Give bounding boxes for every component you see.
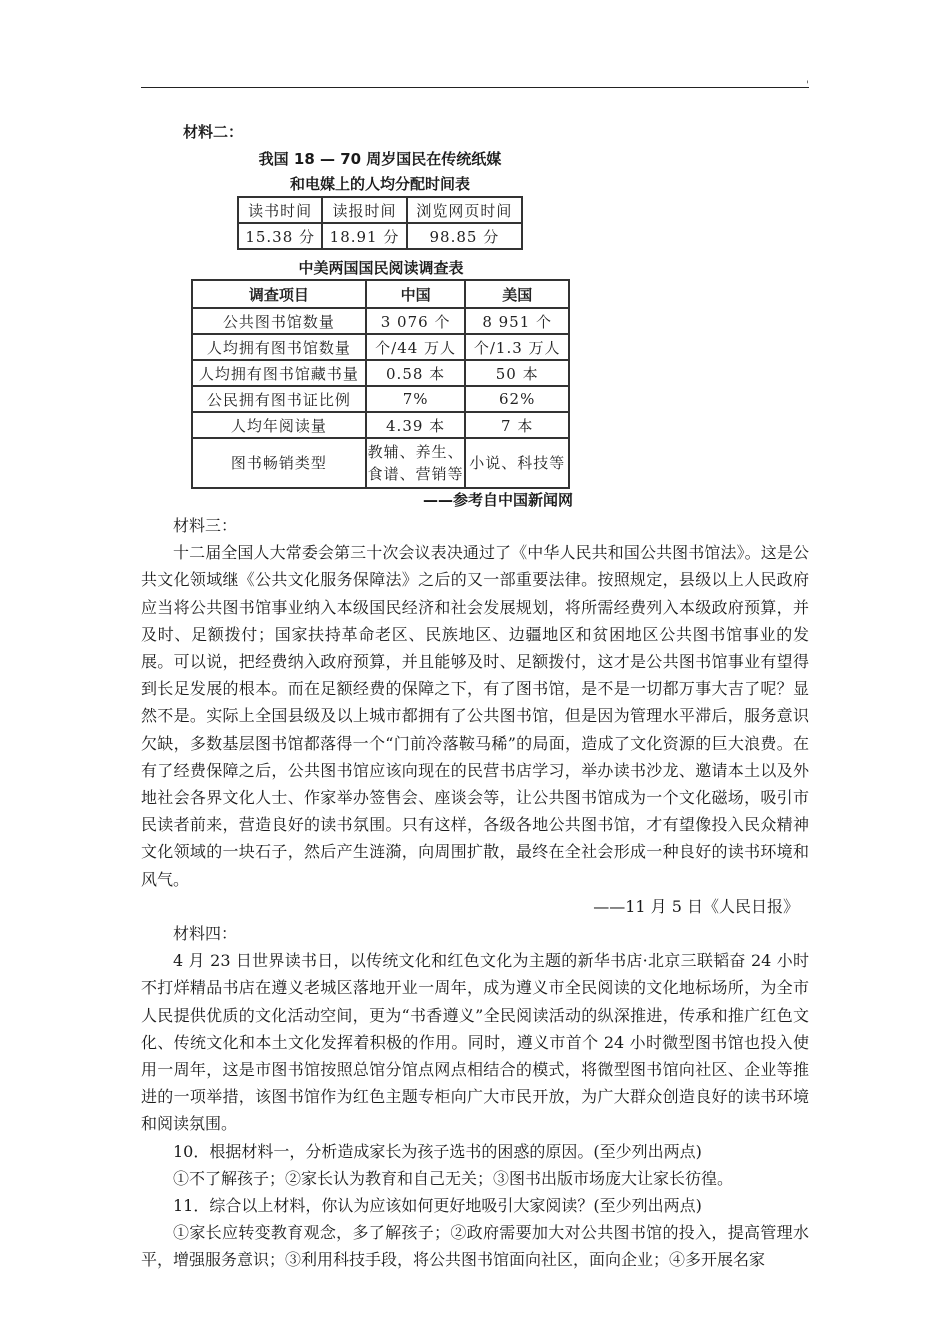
- table-cell: 个/44 万人: [366, 334, 466, 360]
- header-mark: ': [806, 80, 809, 91]
- table-header-cell: 调查项目: [192, 280, 366, 308]
- material3-source: ——11 月 5 日《人民日报》: [593, 896, 799, 916]
- table-cell: 7%: [366, 386, 466, 412]
- table-header-cell: 美国: [465, 280, 569, 308]
- table-cell: 98.85 分: [407, 223, 522, 249]
- table-cell: 人均拥有图书馆数量: [192, 334, 366, 360]
- table-cell: 公共图书馆数量: [192, 308, 366, 334]
- table1-title-line1: 我国 18 — 70 周岁国民在传统纸媒: [258, 150, 502, 168]
- answer-11: ①家长应转变教育观念，多了解孩子；②政府需要加大对公共图书馆的投入，提高管理水平，增强服务意识；③利用科技手段，将公共图书馆面向社区，面向企业；④多开展名家: [141, 1223, 809, 1270]
- material3-section: [141, 512, 809, 1274]
- material2-source: ——参考自中国新闻网: [422, 491, 573, 509]
- material3-label: 材料三：: [173, 516, 238, 535]
- table-cell: 50 本: [465, 360, 569, 386]
- answer-10: ①不了解孩子；②家长认为教育和自己无关；③图书出版市场庞大让家长彷徨。: [173, 1168, 734, 1188]
- reading-survey-table: [191, 279, 570, 489]
- time-allocation-table: [237, 196, 523, 250]
- table-cell: 18.91 分: [322, 223, 406, 249]
- table-row: [192, 412, 569, 438]
- table-row: [192, 308, 569, 334]
- table1-title-line2: 和电媒上的人均分配时间表: [289, 175, 470, 193]
- material2-label: 材料二：: [183, 123, 244, 141]
- table-header-cell: 中国: [366, 280, 466, 308]
- table-cell: 8 951 个: [465, 308, 569, 334]
- table-cell: [366, 438, 466, 488]
- table-cell: 小说、科技等: [465, 438, 569, 488]
- table-cell: 4.39 本: [366, 412, 466, 438]
- table-row: [192, 438, 569, 488]
- table-cell: 62%: [465, 386, 569, 412]
- table-header-row: [192, 280, 569, 308]
- table-cell: 图书畅销类型: [192, 438, 366, 488]
- table-cell: 人均拥有图书馆藏书量: [192, 360, 366, 386]
- table-row: [238, 197, 522, 223]
- material3-body: 十二届全国人大常委会第三十次会议表决通过了《中华人民共和国公共图书馆法》。这是公共文化领域继《公共文化服务保障法》之后的又一部重要法律。按照规定，县级以上人民政府应当将公共图书馆事业纳入本级国民经济和社会发展规划，将所需经费列入本级政府预算，并及时、足额拨付；国家扶持革命老区、民族地区、边疆地区和贫困地区公共图书馆事业的发展。可以说，把经费纳入政府预算，并且能够及时、足额拨付，这才是公共图书馆事业有望得到长足发展的根本。而在足额经费的保障之下，有了图书馆，是不是一切都万事大吉了呢？显然不是。实际上全国县级及以上城市都拥有了公共图书馆，但是因为管理水平滞后，服务意识欠缺，多数基层图书馆都落得一个“门前冷落鞍马稀”的局面，造成了文化资源的巨大浪费。在有了经费保障之后，公共图书馆应该向现在的民营书店学习，举办读书沙龙、邀请本土以及外地社会各界文化人士、作家举办签售会、座谈会等，让公共图书馆成为一个文化磁场，吸引市民读者前来，营造良好的读书氛围。只有这样，各级各地公共图书馆，才有望像投入民众精神文化领域的一块石子，然后产生涟漪，向周围扩散，最终在全社会形成一种良好的读书环境和风气。: [141, 543, 809, 889]
- question-11: 11．综合以上材料，你认为应该如何更好地吸引大家阅读？(至少列出两点): [173, 1196, 702, 1216]
- table-cell: 0.58 本: [366, 360, 466, 386]
- question-10: 10．根据材料一，分析造成家长为孩子选书的困惑的原因。(至少列出两点): [173, 1141, 702, 1161]
- table-header-cell: 读书时间: [238, 197, 322, 223]
- table2-title: 中美两国国民阅读调查表: [298, 259, 464, 277]
- table-row: [192, 334, 569, 360]
- table-cell: 公民拥有图书证比例: [192, 386, 366, 412]
- table-row: [238, 223, 522, 249]
- table-header-cell: 读报时间: [322, 197, 406, 223]
- material4-label: 材料四：: [173, 924, 238, 944]
- header-rule: [141, 87, 809, 88]
- table-row: [192, 360, 569, 386]
- table-cell: 15.38 分: [238, 223, 322, 249]
- material4-body: 4 月 23 日世界读书日，以传统文化和红色文化为主题的新华书店·北京三联韬奋 24 小时不打烊精品书店在遵义老城区落地开业一周年，成为遵义市全民阅读的文化地标场所，为全市人民提供优质的文化活动空间，更为“书香遵义”全民阅读活动的纵深推进，传承和推广红色文化、传统文化和本土文化发挥着积极的作用。同时，遵义市首个 24 小时微型图书馆也投入使用一周年，这是市图书馆按照总馆分馆点网点相结合的模式，将微型图书馆向社区、企业等推进的一项举措，该图书馆作为红色主题专柜向广大市民开放，为广大群众创造良好的读书环境和阅读氛围。: [141, 951, 809, 1134]
- table-cell: 个/1.3 万人: [465, 334, 569, 360]
- table-row: [192, 386, 569, 412]
- table-header-cell: 浏览网页时间: [407, 197, 522, 223]
- table-cell: 7 本: [465, 412, 569, 438]
- table-cell: 3 076 个: [366, 308, 466, 334]
- cell-line: 食谱、营销等: [367, 465, 464, 483]
- table-cell: 人均年阅读量: [192, 412, 366, 438]
- cell-line: 教辅、养生、: [367, 443, 464, 461]
